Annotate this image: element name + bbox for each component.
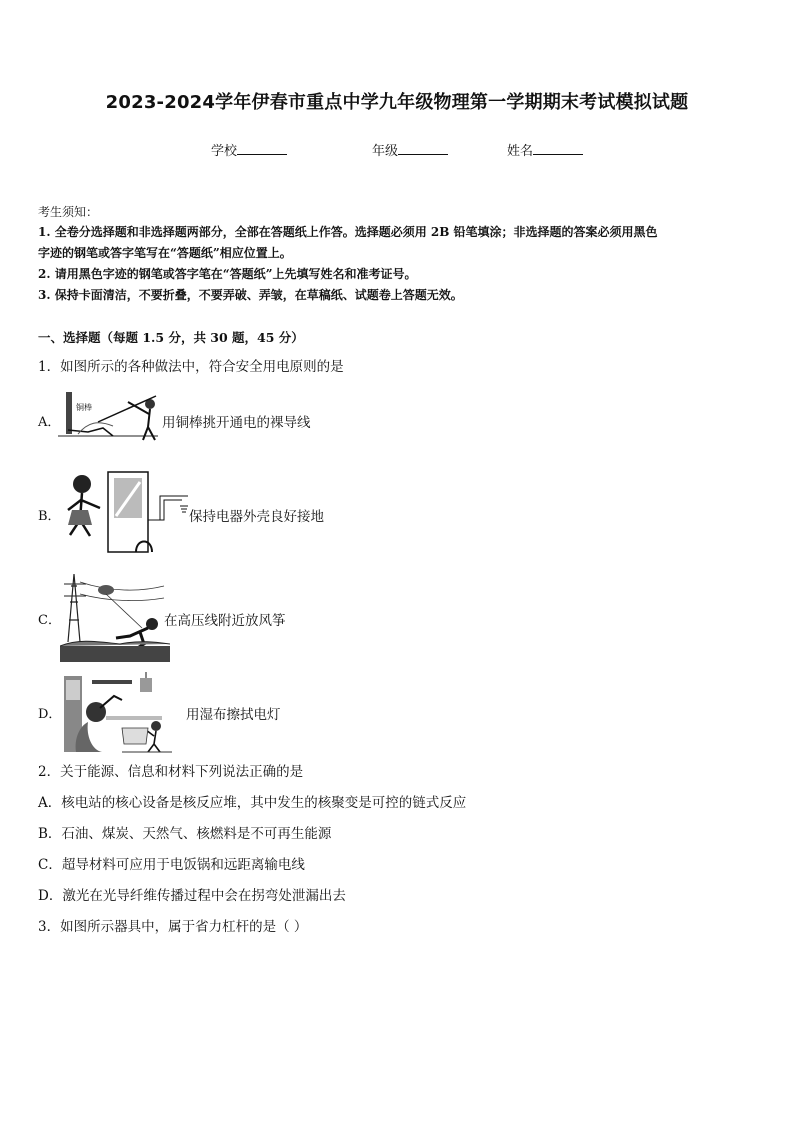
grade-label: 年级: [372, 144, 399, 159]
q1-option-c[interactable]: [38, 609, 61, 628]
notice-line-1a: 1. 全卷分选择题和非选择题两部分，全部在答题纸上作答。选择题必须用 2B 铅笔填涂；非选择题的答案必须用黑色: [38, 225, 658, 239]
section-heading: 一、选择题（每题 1.5 分，共 30 题，45 分）: [38, 330, 304, 345]
school-blank[interactable]: [237, 142, 287, 155]
name-field[interactable]: [507, 140, 583, 159]
q1-option-d-text: 用湿布擦拭电灯: [186, 707, 281, 723]
notice-heading: 考生须知：: [38, 205, 99, 219]
q2-option-d[interactable]: D．激光在光导纤维传播过程中会在拐弯处泄漏出去: [38, 888, 346, 904]
name-blank[interactable]: [533, 142, 583, 155]
q1-option-c-letter: C．: [38, 613, 61, 628]
school-label: 学校: [211, 144, 238, 159]
name-label: 姓名: [507, 144, 534, 159]
notice-line-1b: 字迹的钢笔或答字笔写在“答题纸”相应位置上。: [38, 246, 292, 260]
q1-option-b[interactable]: [38, 505, 61, 524]
grounded-appliance-illustration: [60, 470, 190, 555]
q2-stem: 2．关于能源、信息和材料下列说法正确的是: [38, 764, 304, 780]
q1-stem: 1．如图所示的各种做法中，符合安全用电原则的是: [38, 359, 344, 375]
q1-option-d-letter: D．: [38, 707, 62, 722]
q2-option-c[interactable]: C．超导材料可应用于电饭锅和远距离输电线: [38, 857, 305, 873]
notice-line-2: 2. 请用黑色字迹的钢笔或答字笔在“答题纸”上先填写姓名和准考证号。: [38, 267, 417, 281]
kite-powerline-illustration: [60, 572, 170, 662]
page-title: 2023-2024学年伊春市重点中学九年级物理第一学期期末考试模拟试题: [105, 92, 689, 113]
school-field[interactable]: [211, 140, 287, 159]
q2-option-a[interactable]: A．核电站的核心设备是核反应堆，其中发生的核聚变是可控的链式反应: [38, 795, 467, 811]
q3-stem: 3．如图所示器具中，属于省力杠杆的是（ ）: [38, 919, 308, 935]
q1-option-d[interactable]: [38, 703, 61, 722]
q1-option-b-letter: B．: [38, 509, 61, 524]
copper-rod-label: 铜棒: [76, 403, 92, 412]
grade-field[interactable]: [372, 140, 448, 159]
q1-option-b-text: 保持电器外壳良好接地: [189, 509, 324, 525]
q1-option-a-letter: A．: [38, 415, 61, 430]
q1-option-a-text: 用铜棒挑开通电的裸导线: [162, 415, 311, 431]
grade-blank[interactable]: [398, 142, 448, 155]
q1-option-c-text: 在高压线附近放风筝: [164, 613, 286, 629]
wet-cloth-lamp-illustration: [62, 672, 172, 754]
notice-line-3: 3. 保持卡面清洁，不要折叠，不要弄破、弄皱，在草稿纸、试题卷上答题无效。: [38, 288, 463, 302]
q2-option-b[interactable]: B．石油、煤炭、天然气、核燃料是不可再生能源: [38, 826, 332, 842]
copper-rod-illustration: [58, 392, 163, 452]
